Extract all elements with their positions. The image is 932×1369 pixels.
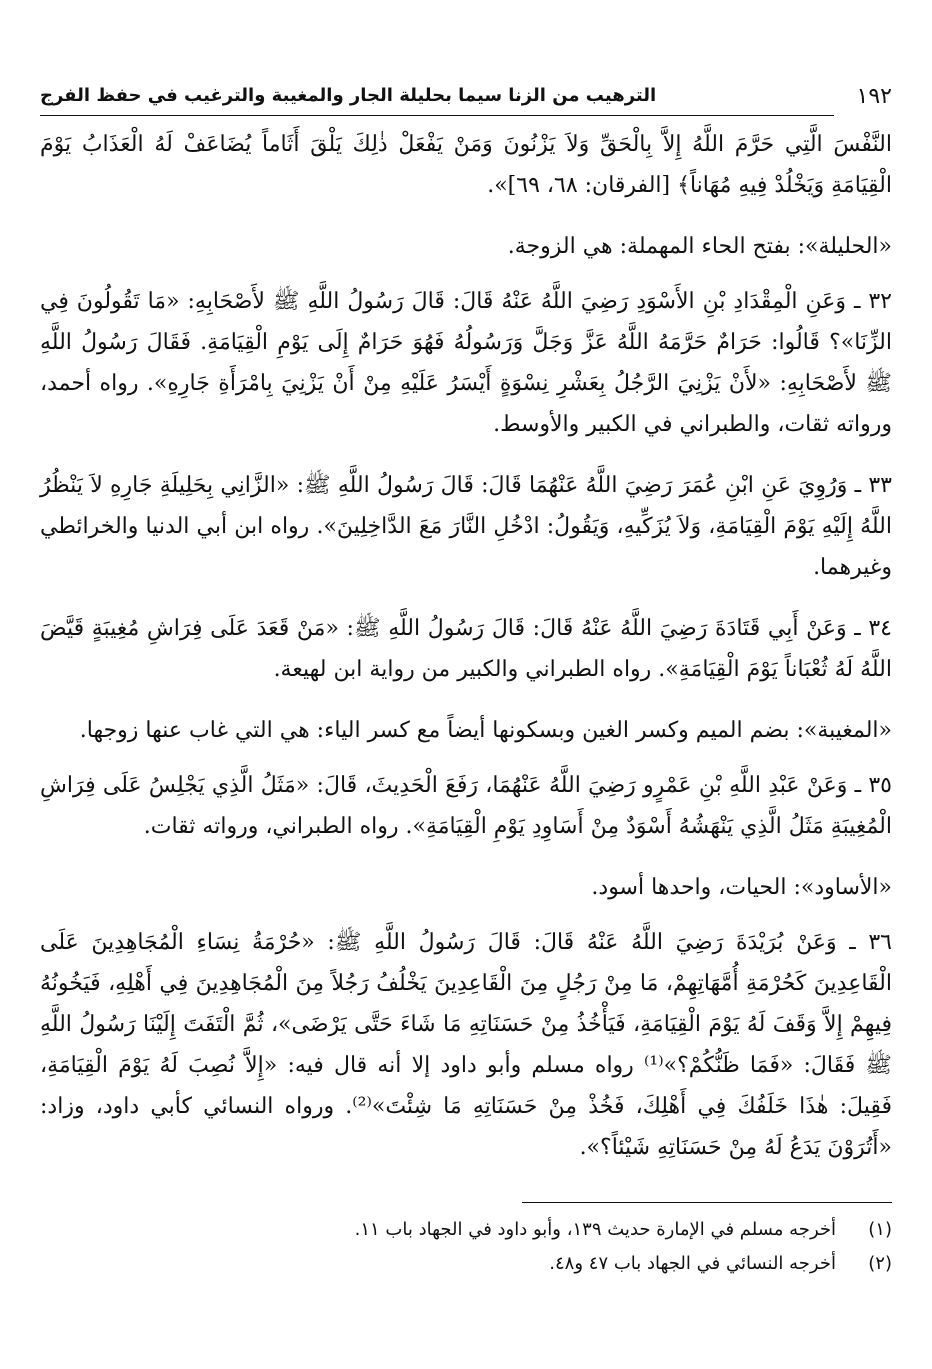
- main-text: [40, 124, 892, 1168]
- hadith-34: ٣٤ ـ وَعَنْ أَبِي قَتَادَةَ رَضِيَ اللَّهُ عَنْهُ قَالَ: قَالَ رَسُولُ اللَّهِ ﷺ: «مَنْ قَعَدَ عَلَى فِرَاشِ مُغِيبَةٍ قَيَّضَ اللَّهُ لَهُ ثُعْبَاناً يَوْمَ الْقِيَامَةِ». رواه الطبراني والكبير من رواية ابن لهيعة.: [40, 616, 892, 682]
- footnote-number: (٢): [868, 1253, 892, 1274]
- page-header: [40, 66, 892, 116]
- definition-halila: «الحليلة»: بفتح الحاء المهملة: هي الزوجة.: [507, 234, 892, 259]
- hadith-33: ٣٣ ـ وَرُوِيَ عَنِ ابْنِ عُمَرَ رَضِيَ اللَّهُ عَنْهُمَا قَالَ: قَالَ رَسُولُ اللَّهِ ﷺ: «الزَّانِي بِحَلِيلَةِ جَارِهِ لاَ يَنْظُرُ اللَّهُ إِلَيْهِ يَوْمَ الْقِيَامَةِ، وَلاَ يُزَكِّيهِ، وَيَقُولُ: ادْخُلِ النَّارَ مَعَ الدَّاخِلِينَ». رواه ابن أبي الدنيا والخرائطي وغيرهما.: [40, 473, 892, 580]
- page-number: ١٩٢: [856, 84, 892, 109]
- footnote-number: (١): [868, 1219, 892, 1240]
- definition-mughiba: «المغيبة»: بضم الميم وكسر الغين وبسكونها أيضاً مع كسر الياء: هي التي غاب عنها زوجها.: [79, 718, 892, 743]
- definition-asawid: «الأساود»: الحيات، واحدها أسود.: [591, 875, 892, 900]
- footnote-2: [40, 1247, 892, 1281]
- footnote-divider: [522, 1202, 892, 1203]
- quran-verse-ending: النَّفْسَ الَّتِي حَرَّمَ اللَّهُ إِلاَّ بِالْحَقِّ وَلاَ يَزْنُونَ وَمَنْ يَفْعَلْ ذٰلِكَ يَلْقَ أَثَاماً يُضَاعَفْ لَهُ الْعَذَابُ يَوْمَ الْقِيَامَةِ وَيَخْلُدْ فِيهِ مُهَاناً﴾ [الفرقان: ٦٨، ٦٩]».: [40, 132, 892, 198]
- footnote-text: أخرجه النسائي في الجهاد باب ٤٧ و٤٨.: [549, 1253, 836, 1274]
- footnotes: [40, 1213, 892, 1281]
- hadith-36: ٣٦ ـ وَعَنْ بُرَيْدَةَ رَضِيَ اللَّهُ عَنْهُ قَالَ: قَالَ رَسُولُ اللَّهِ ﷺ: «حُرْمَةُ نِسَاءِ الْمُجَاهِدِينَ عَلَى الْقَاعِدِينَ كَحُرْمَةِ أُمَّهَاتِهِمْ، مَا مِنْ رَجُلٍ مِنَ الْقَاعِدِينَ يَخْلُفُ رَجُلاً مِنَ الْمُجَاهِدِينَ فِي أَهْلِهِ، فَيَخُونُهُ فِيهِمْ إِلاَّ وَقَفَ لَهُ يَوْمَ الْقِيَامَةِ، فَيَأْخُذُ مِنْ حَسَنَاتِهِ مَا شَاءَ حَتَّى يَرْضَى»، ثُمَّ الْتَفَتَ إِلَيْنَا رَسُولُ اللَّهِ ﷺ فَقَالَ: «فَمَا ظَنُّكُمْ؟»⁽¹⁾ رواه مسلم وأبو داود إلا أنه قال فيه: «إِلاَّ نُصِبَ لَهُ يَوْمَ الْقِيَامَةِ، فَقِيلَ: هٰذَا خَلَفُكَ فِي أَهْلِكَ، فَخُذْ مِنْ حَسَنَاتِهِ مَا شِئْتَ»⁽²⁾. ورواه النسائي كأبي داود، وزاد: «أَتُرَوْنَ يَدَعُ لَهُ مِنْ حَسَنَاتِهِ شَيْئاً؟».: [40, 930, 893, 1160]
- running-header-title: الترهيب من الزنا سيما بحليلة الجار والمغيبة والترغيب في حفظ الفرج: [40, 85, 834, 116]
- hadith-32: ٣٢ ـ وَعَنِ الْمِقْدَادِ بْنِ الأَسْوَدِ رَضِيَ اللَّهُ عَنْهُ قَالَ: قَالَ رَسُولُ اللَّهِ ﷺ لأَصْحَابِهِ: «مَا تَقُولُونَ فِي الزِّنَا»؟ قَالُوا: حَرَامٌ حَرَّمَهُ اللَّهُ عَزَّ وَجَلَّ وَرَسُولُهُ فَهُوَ حَرَامٌ إِلَى يَوْمِ الْقِيَامَةِ. فَقَالَ رَسُولُ اللَّهِ ﷺ لأَصْحَابِهِ: «لأَنْ يَزْنِيَ الرَّجُلُ بِعَشْرِ نِسْوَةٍ أَيْسَرُ عَلَيْهِ مِنْ أَنْ يَزْنِيَ بِامْرَأَةِ جَارِهِ». رواه أحمد، ورواته ثقات، والطبراني في الكبير والأوسط.: [40, 289, 892, 437]
- footnote-text: أخرجه مسلم في الإمارة حديث ١٣٩، وأبو داود في الجهاد باب ١١.: [354, 1219, 836, 1240]
- footnote-1: [40, 1213, 892, 1247]
- book-page: [40, 66, 892, 1326]
- hadith-35: ٣٥ ـ وَعَنْ عَبْدِ اللَّهِ بْنِ عَمْرٍو رَضِيَ اللَّهُ عَنْهُمَا، رَفَعَ الْحَدِيثَ، قَالَ: «مَثَلُ الَّذِي يَجْلِسُ عَلَى فِرَاشِ الْمُغِيبَةِ مَثَلُ الَّذِي يَنْهَشُهُ أَسْوَدٌ مِنْ أَسَاوِدِ يَوْمِ الْقِيَامَةِ». رواه الطبراني، ورواته ثقات.: [40, 773, 892, 839]
